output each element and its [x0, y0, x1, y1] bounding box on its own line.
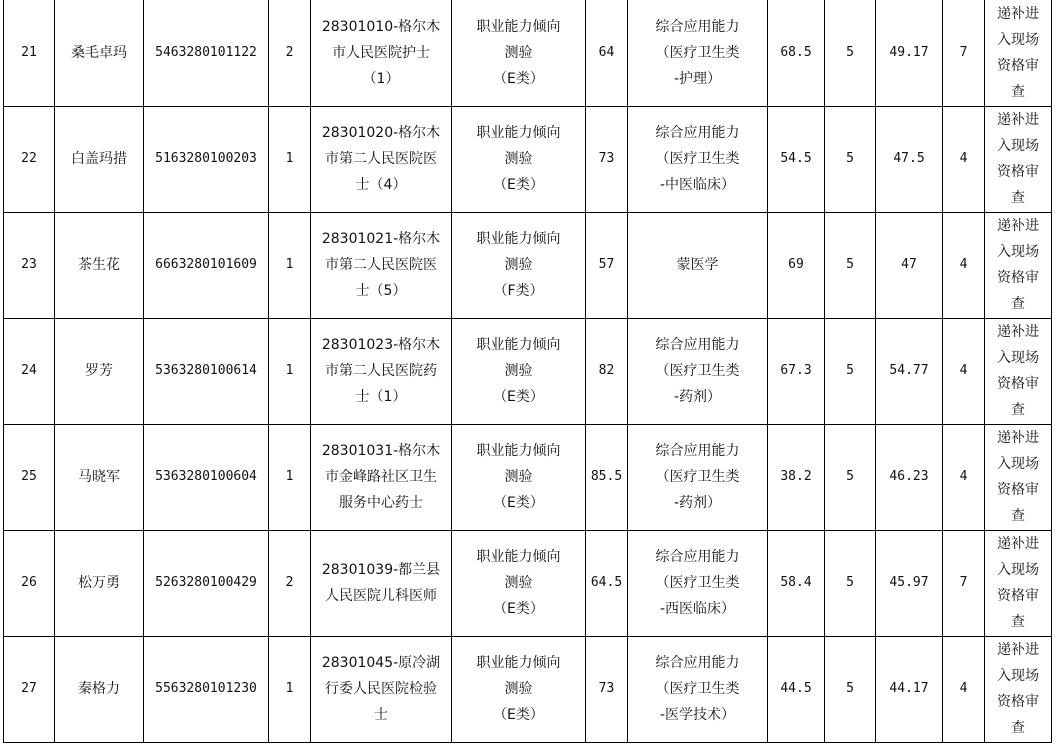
cell-score-2: 38.2 [768, 424, 825, 530]
cell-remark: 递补进 入现场 资格审 查 [985, 0, 1052, 106]
table-row [4, 636, 1052, 742]
cell-rank: 4 [943, 424, 985, 530]
cell-seq: 26 [4, 530, 55, 636]
cell-total-score: 46.23 [876, 424, 943, 530]
cell-rank: 4 [943, 106, 985, 212]
cell-bonus: 5 [825, 0, 876, 106]
cell-name: 秦格力 [55, 636, 144, 742]
cell-rank: 4 [943, 212, 985, 318]
cell-total-score: 54.77 [876, 318, 943, 424]
cell-score-2: 54.5 [768, 106, 825, 212]
cell-total-score: 47.5 [876, 106, 943, 212]
cell-quota: 1 [269, 106, 311, 212]
cell-seq: 22 [4, 106, 55, 212]
cell-quota: 2 [269, 0, 311, 106]
cell-remark: 递补进 入现场 资格审 查 [985, 318, 1052, 424]
cell-position: 28301010-格尔木 市人民医院护士 （1） [311, 0, 452, 106]
cell-subject-2: 综合应用能力 （医疗卫生类 -药剂） [628, 318, 768, 424]
cell-quota: 2 [269, 530, 311, 636]
cell-score-2: 44.5 [768, 636, 825, 742]
cell-score-1: 73 [586, 106, 628, 212]
cell-position: 28301020-格尔木 市第二人民医院医 士（4） [311, 106, 452, 212]
cell-total-score: 49.17 [876, 0, 943, 106]
cell-name: 马晓军 [55, 424, 144, 530]
cell-bonus: 5 [825, 530, 876, 636]
cell-total-score: 47 [876, 212, 943, 318]
cell-rank: 4 [943, 318, 985, 424]
cell-ticket-number: 5163280100203 [144, 106, 269, 212]
cell-name: 茶生花 [55, 212, 144, 318]
cell-subject-2: 综合应用能力 （医疗卫生类 -医学技术） [628, 636, 768, 742]
cell-quota: 1 [269, 212, 311, 318]
cell-name: 白盖玛措 [55, 106, 144, 212]
cell-ticket-number: 6663280101609 [144, 212, 269, 318]
cell-subject-2: 综合应用能力 （医疗卫生类 -护理） [628, 0, 768, 106]
cell-seq: 24 [4, 318, 55, 424]
table-row [4, 530, 1052, 636]
cell-ticket-number: 5363280100614 [144, 318, 269, 424]
cell-total-score: 44.17 [876, 636, 943, 742]
cell-position: 28301045-原冷湖 行委人民医院检验 士 [311, 636, 452, 742]
cell-score-2: 58.4 [768, 530, 825, 636]
cell-name: 罗芳 [55, 318, 144, 424]
cell-subject-1: 职业能力倾向 测验 （E类） [452, 0, 586, 106]
cell-position: 28301031-格尔木 市金峰路社区卫生 服务中心药士 [311, 424, 452, 530]
cell-subject-2: 综合应用能力 （医疗卫生类 -药剂） [628, 424, 768, 530]
cell-seq: 23 [4, 212, 55, 318]
cell-score-1: 64 [586, 0, 628, 106]
cell-remark: 递补进 入现场 资格审 查 [985, 106, 1052, 212]
cell-subject-1: 职业能力倾向 测验 （E类） [452, 106, 586, 212]
cell-rank: 4 [943, 636, 985, 742]
cell-remark: 递补进 入现场 资格审 查 [985, 530, 1052, 636]
cell-score-2: 69 [768, 212, 825, 318]
cell-total-score: 45.97 [876, 530, 943, 636]
cell-subject-1: 职业能力倾向 测验 （E类） [452, 424, 586, 530]
table-row [4, 212, 1052, 318]
cell-rank: 7 [943, 0, 985, 106]
cell-bonus: 5 [825, 212, 876, 318]
cell-seq: 25 [4, 424, 55, 530]
cell-remark: 递补进 入现场 资格审 查 [985, 212, 1052, 318]
cell-subject-2: 蒙医学 [628, 212, 768, 318]
cell-remark: 递补进 入现场 资格审 查 [985, 636, 1052, 742]
cell-position: 28301023-格尔木 市第二人民医院药 士（1） [311, 318, 452, 424]
cell-remark: 递补进 入现场 资格审 查 [985, 424, 1052, 530]
cell-quota: 1 [269, 424, 311, 530]
cell-ticket-number: 5363280100604 [144, 424, 269, 530]
cell-ticket-number: 5263280100429 [144, 530, 269, 636]
cell-bonus: 5 [825, 106, 876, 212]
cell-subject-2: 综合应用能力 （医疗卫生类 -中医临床） [628, 106, 768, 212]
table-row [4, 106, 1052, 212]
cell-score-2: 67.3 [768, 318, 825, 424]
cell-ticket-number: 5463280101122 [144, 0, 269, 106]
cell-score-1: 57 [586, 212, 628, 318]
candidate-table [3, 0, 1052, 743]
cell-subject-2: 综合应用能力 （医疗卫生类 -西医临床） [628, 530, 768, 636]
cell-rank: 7 [943, 530, 985, 636]
cell-name: 松万勇 [55, 530, 144, 636]
cell-bonus: 5 [825, 636, 876, 742]
cell-bonus: 5 [825, 424, 876, 530]
cell-seq: 21 [4, 0, 55, 106]
table-row [4, 424, 1052, 530]
cell-name: 桑毛卓玛 [55, 0, 144, 106]
cell-position: 28301021-格尔木 市第二人民医院医 士（5） [311, 212, 452, 318]
cell-subject-1: 职业能力倾向 测验 （E类） [452, 318, 586, 424]
table-row [4, 0, 1052, 106]
table-row [4, 318, 1052, 424]
cell-score-2: 68.5 [768, 0, 825, 106]
cell-score-1: 64.5 [586, 530, 628, 636]
cell-position: 28301039-都兰县 人民医院儿科医师 [311, 530, 452, 636]
cell-quota: 1 [269, 318, 311, 424]
cell-score-1: 82 [586, 318, 628, 424]
cell-subject-1: 职业能力倾向 测验 （F类） [452, 212, 586, 318]
cell-subject-1: 职业能力倾向 测验 （E类） [452, 636, 586, 742]
cell-bonus: 5 [825, 318, 876, 424]
cell-subject-1: 职业能力倾向 测验 （E类） [452, 530, 586, 636]
cell-quota: 1 [269, 636, 311, 742]
cell-ticket-number: 5563280101230 [144, 636, 269, 742]
cell-score-1: 73 [586, 636, 628, 742]
cell-score-1: 85.5 [586, 424, 628, 530]
cell-seq: 27 [4, 636, 55, 742]
